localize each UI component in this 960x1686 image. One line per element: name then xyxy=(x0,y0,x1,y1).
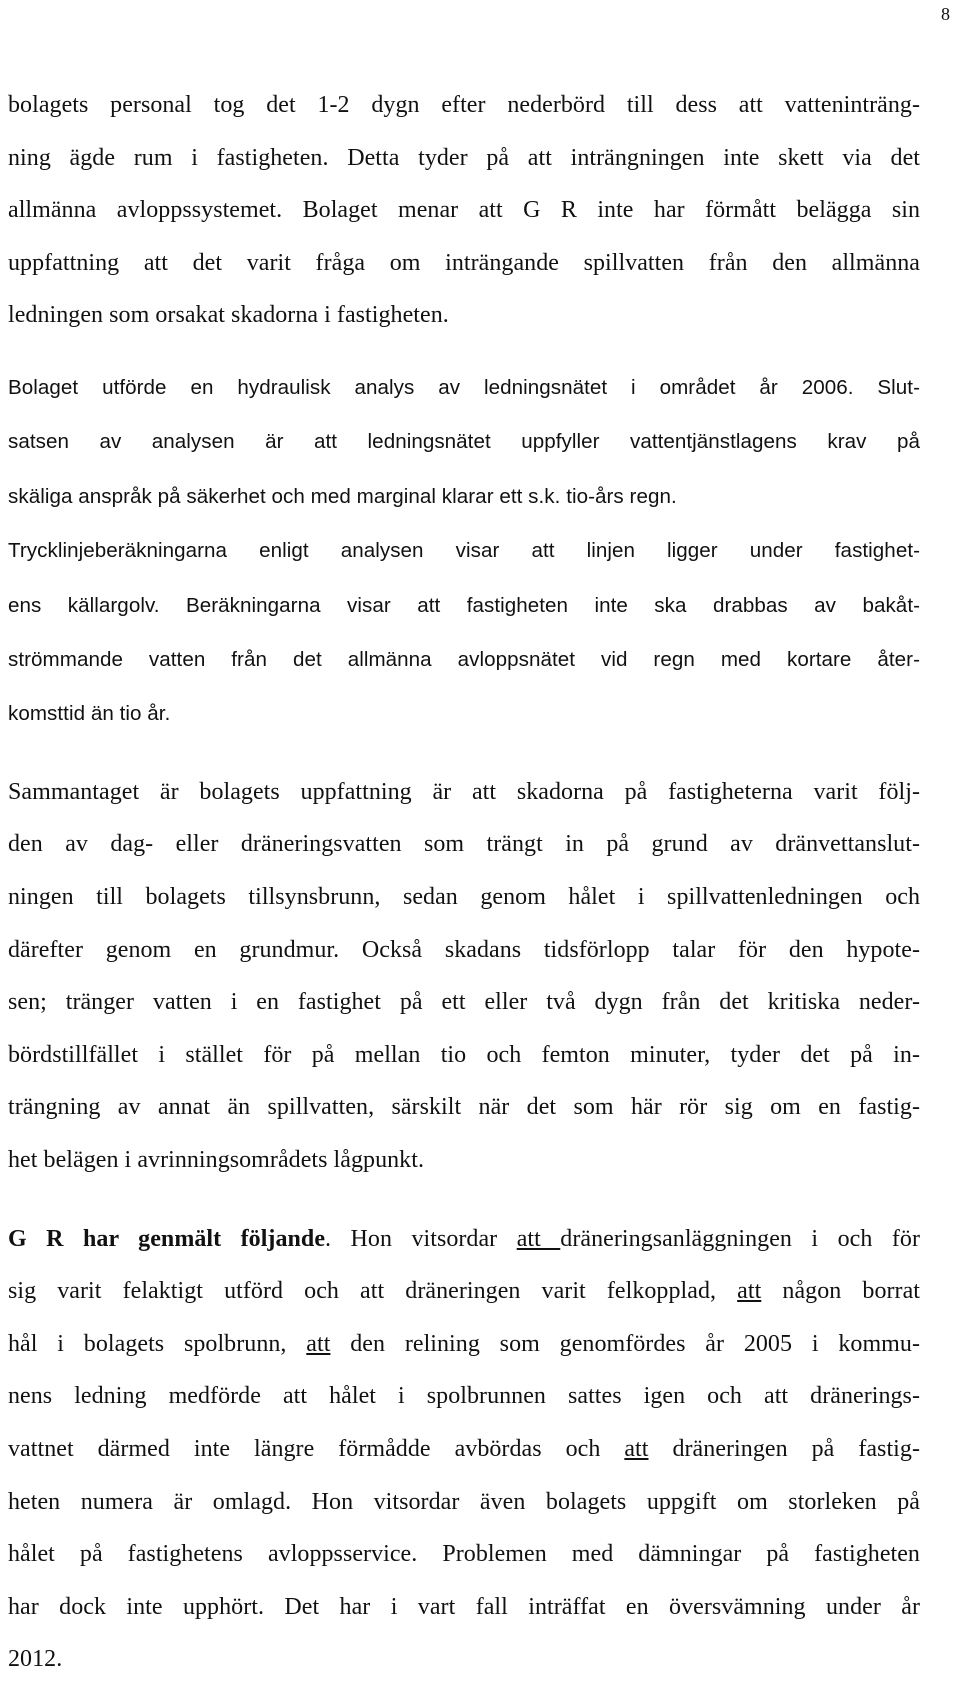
text-line xyxy=(8,1213,920,1266)
paragraph-spacer xyxy=(8,1187,920,1213)
text-line: komsttid än tio år. xyxy=(8,702,171,726)
text-line: strömmande vatten från det allmänna avloppsnätet vid regn med kortare åter- xyxy=(8,648,920,671)
text-line: trängning av annat än spillvatten, särskilt när det som här rör sig om en fastig- xyxy=(8,1094,920,1121)
text-line: Trycklinjeberäkningarna enligt analysen visar att linjen ligger under fastighet- xyxy=(8,539,920,563)
text-line: nens ledning medförde att hålet i spolbrunnen sattes igen och att dränerings- xyxy=(8,1383,920,1410)
text-line xyxy=(8,1318,920,1371)
text-line: ning ägde rum i fastigheten. Detta tyder på att inträngningen inte skett via det xyxy=(8,144,920,171)
text-run: dräneringsanläggningen i och för xyxy=(560,1225,920,1252)
text-line: ens källargolv. Beräkningarna visar att fastigheten inte ska drabbas av bakåt- xyxy=(8,593,920,617)
paragraph-summary xyxy=(8,766,920,1187)
paragraph-rebuttal xyxy=(8,1213,920,1686)
text-run: sig varit felaktigt utförd och att dräneringen varit felkopplad, xyxy=(8,1278,738,1305)
text-run: någon borrat xyxy=(761,1278,920,1305)
text-line: ledningen som orsakat skadorna i fastigheten. xyxy=(8,302,449,329)
text-line xyxy=(8,1423,920,1476)
text-line: den av dag- eller dräneringsvatten som trängt in på grund av dränvettanslut- xyxy=(8,831,920,858)
text-line: hålet på fastighetens avloppsservice. Problemen med dämningar på fastigheten xyxy=(8,1541,920,1568)
paragraph-spacer xyxy=(8,742,920,766)
text-line: därefter genom en grundmur. Också skadans tidsförlopp talar för den hypote- xyxy=(8,936,920,963)
text-line: uppfattning att det varit fråga om inträngande spillvatten från den allmänna xyxy=(8,249,920,276)
text-run: den relining som genomfördes år 2005 i kommu- xyxy=(330,1330,920,1357)
text-run: vattnet därmed inte längre förmådde avbördas och xyxy=(8,1435,625,1462)
text-run: . Hon vitsordar xyxy=(325,1225,517,1252)
underlined-word: att xyxy=(516,1225,561,1252)
underlined-word: att xyxy=(737,1278,762,1305)
text-line: Bolaget utförde en hydraulisk analys av ledningsnätet i området år 2006. Slut- xyxy=(8,375,920,399)
text-run: dräneringen på fastig- xyxy=(648,1435,920,1462)
text-line: allmänna avloppssystemet. Bolaget menar att G R inte har förmått belägga sin xyxy=(8,197,920,224)
text-line: 2012. xyxy=(8,1646,63,1673)
text-run: hål i bolagets spolbrunn, xyxy=(8,1330,307,1357)
section-heading: G R har genmält följande xyxy=(8,1225,326,1252)
text-line: bördstillfället i stället för på mellan tio och femton minuter, tyder det på in- xyxy=(8,1041,920,1068)
page-number: 8 xyxy=(941,4,950,24)
paragraph-company-position xyxy=(8,79,920,342)
underlined-word: att xyxy=(306,1330,331,1357)
text-line: sen; tränger vatten i en fastighet på ett eller två dygn från det kritiska neder- xyxy=(8,989,920,1016)
text-line xyxy=(8,1265,920,1318)
text-line: bolagets personal tog det 1-2 dygn efter nederbörd till dess att vatteninträng- xyxy=(8,92,920,118)
document-body xyxy=(8,79,920,1686)
text-line: skäliga anspråk på säkerhet och med marginal klarar ett s.k. tio-års regn. xyxy=(8,484,677,508)
paragraph-hydraulic-analysis xyxy=(8,361,920,742)
text-line: heten numera är omlagd. Hon vitsordar även bolagets uppgift om storleken på xyxy=(8,1488,920,1515)
text-line: het belägen i avrinningsområdets lågpunkt. xyxy=(8,1146,424,1173)
text-line: satsen av analysen är att ledningsnätet uppfyller vattentjänstlagens krav på xyxy=(8,430,920,454)
text-line: har dock inte upphört. Det har i vart fall inträffat en översvämning under år xyxy=(8,1593,920,1620)
paragraph-spacer xyxy=(8,342,920,361)
text-line: ningen till bolagets tillsynsbrunn, sedan genom hålet i spillvattenledningen och xyxy=(8,884,920,910)
text-line: Sammantaget är bolagets uppfattning är att skadorna på fastigheterna varit följ- xyxy=(8,778,920,805)
underlined-word: att xyxy=(624,1435,649,1462)
